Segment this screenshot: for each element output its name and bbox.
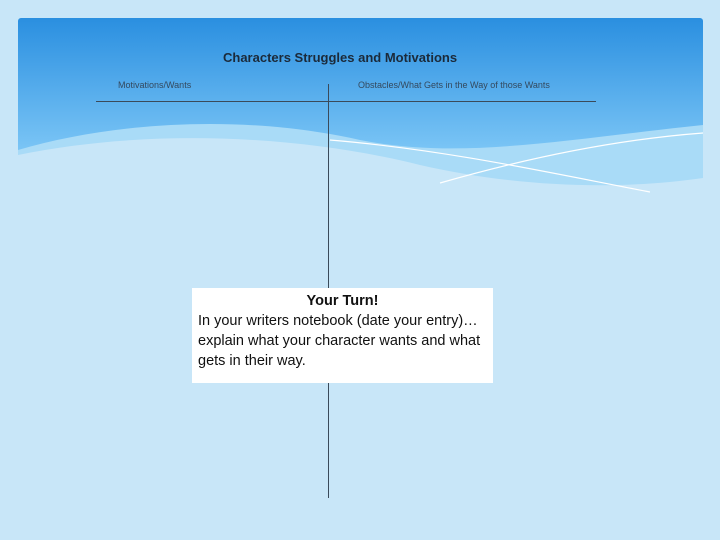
column-header-motivations: Motivations/Wants xyxy=(118,80,192,90)
banner-decoration xyxy=(0,0,720,210)
prompt-box xyxy=(192,288,493,383)
column-header-obstacles: Obstacles/What Gets in the Way of those Wants xyxy=(358,80,550,90)
prompt-heading: Your Turn! xyxy=(306,293,379,309)
slide-title: Characters Struggles and Motivations xyxy=(223,50,458,65)
prompt-body: In your writers notebook (date your entry)…explain what your character wants and what gets in their way. xyxy=(198,313,481,369)
table-horizontal-divider xyxy=(96,101,596,102)
